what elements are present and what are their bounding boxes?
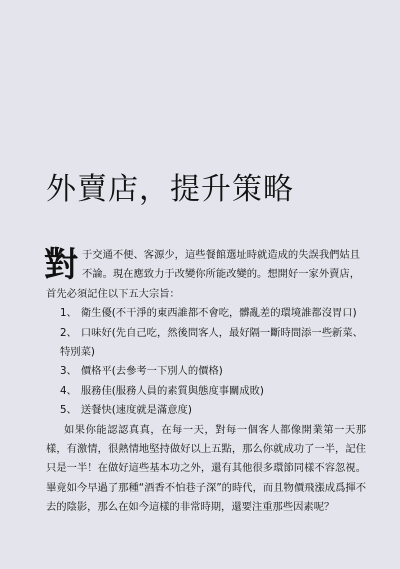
- list-item-number: 4、: [60, 384, 77, 397]
- list-item-number: 2、: [60, 326, 77, 339]
- list-item-text: 衛生優(不干淨的東西誰都不會吃，髒亂差的環境誰都沒胃口): [80, 307, 357, 320]
- list-item: [46, 362, 366, 381]
- list-item-text: 服務佳(服務人員的素質與態度事關成敗): [80, 384, 264, 397]
- list-item-text: 價格平(去參考一下別人的價格): [80, 365, 223, 378]
- list-item: [46, 401, 366, 420]
- list-item-text: 送餐快(速度就是滿意度): [80, 404, 192, 417]
- list-item-number: 3、: [60, 365, 77, 378]
- list-item: [46, 382, 366, 401]
- list-item-number: 1、: [60, 307, 77, 320]
- list-item-number: 5、: [60, 404, 77, 417]
- closing-paragraph: 如果你能認認真真，在每一天，對每一個客人都像開業第一天那樣，有激情，很熱情地堅持做好以上五點，那么你就成功了一半，記住只是一半！在做好這些基本功之外，還有其他很多環節同樣不容忽視。畢竟如今早過了那種“酒香不怕巷子深”的時代，而且物價飛漲成爲揮不去的陰影，那么在如今這樣的非常時期，還要注重那些因素呢？: [46, 423, 366, 514]
- list-item-text: 口味好(先自己吃，然後問客人，最好隔一斷時間添一些新菜、特別菜): [60, 326, 363, 359]
- list-item: [46, 304, 366, 323]
- article-body: [46, 246, 366, 518]
- list-item: [46, 324, 366, 363]
- intro-paragraph: [46, 246, 366, 304]
- guideline-list: [46, 304, 366, 420]
- page-title: 外賣店，提升策略: [46, 172, 294, 207]
- drop-cap: 對: [44, 245, 78, 285]
- intro-text: 于交通不便、客源少，這些餐館選址時就造成的失誤我們姑且不論。現在應致力于改變你所能改變的。想開好一家外賣店，首先必須記住以下五大宗旨：: [46, 249, 361, 300]
